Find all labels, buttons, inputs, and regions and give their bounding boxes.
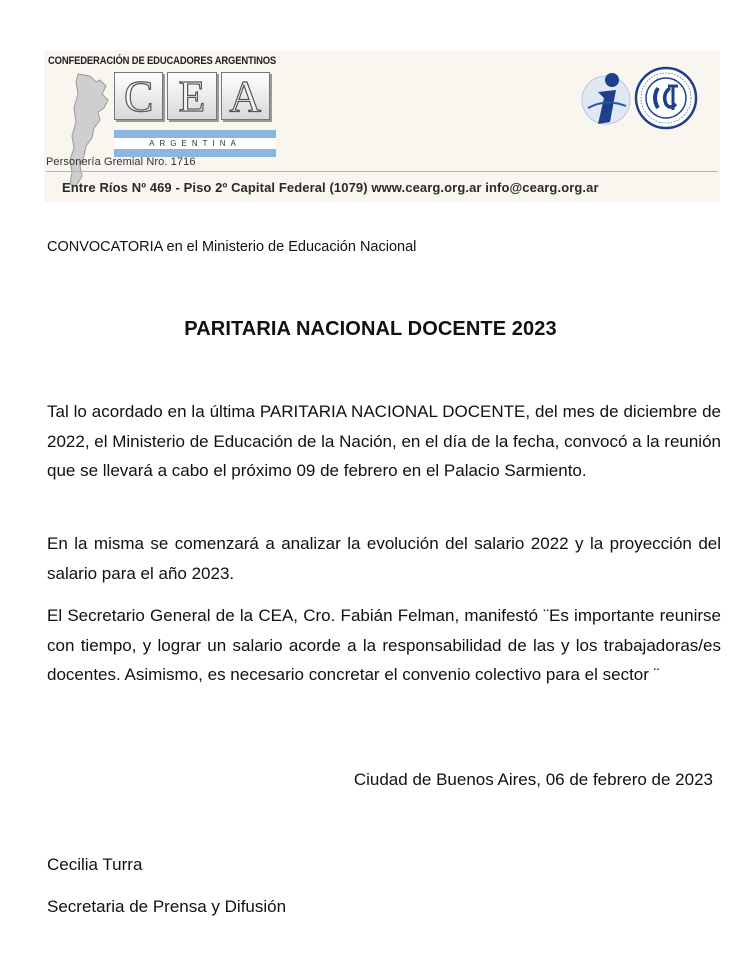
cea-letter-c: C	[114, 72, 163, 120]
organization-name: CONFEDERACIÓN DE EDUCADORES ARGENTINOS	[48, 55, 277, 67]
cea-acronym	[114, 72, 274, 124]
personeria-gremial: Personería Gremial Nro. 1716	[46, 156, 196, 168]
letterhead-divider	[46, 171, 718, 172]
argentina-flag-band	[114, 130, 276, 158]
body-paragraph-3: El Secretario General de la CEA, Cro. Fabián Felman, manifestó ¨Es importante reunirse con tiempo, y lograr un salario acorde a la responsabilidad de las y los trabajadoras/es docentes. Asimismo, es necesario concretar el convenio colectivo para el sector ¨	[47, 606, 721, 684]
signature-name: Cecilia Turra	[47, 855, 143, 874]
cea-letter-a: A	[221, 72, 270, 120]
body-paragraph-2: En la misma se comenzará a analizar la evolución del salario 2022 y la proyección del salario para el año 2023.	[47, 534, 721, 583]
letterhead-address: Entre Ríos Nº 469 - Piso 2º Capital Federal (1079) www.cearg.org.ar info@cearg.org.ar	[62, 180, 599, 195]
convocatoria-line: CONVOCATORIA en el Ministerio de Educación Nacional	[47, 239, 417, 255]
body-paragraph-1: Tal lo acordado en la última PARITARIA NACIONAL DOCENTE, del mes de diciembre de 2022, el Ministerio de Educación de la Nación, en el día de la fecha, convocó a la reunión que se llevará a cabo el próximo 09 de febrero en el Palacio Sarmiento.	[47, 402, 721, 480]
cea-letter-e: E	[167, 72, 216, 120]
dateline: Ciudad de Buenos Aires, 06 de febrero de 2023	[353, 770, 713, 789]
country-label: ARGENTINA	[114, 138, 276, 149]
argentina-map-icon	[56, 72, 118, 190]
i-logo-icon	[578, 68, 634, 130]
letterhead	[44, 50, 720, 202]
document-title: PARITARIA NACIONAL DOCENTE 2023	[184, 318, 557, 340]
cgt-seal-icon	[632, 64, 700, 132]
signature-title: Secretaria de Prensa y Difusión	[47, 897, 287, 916]
